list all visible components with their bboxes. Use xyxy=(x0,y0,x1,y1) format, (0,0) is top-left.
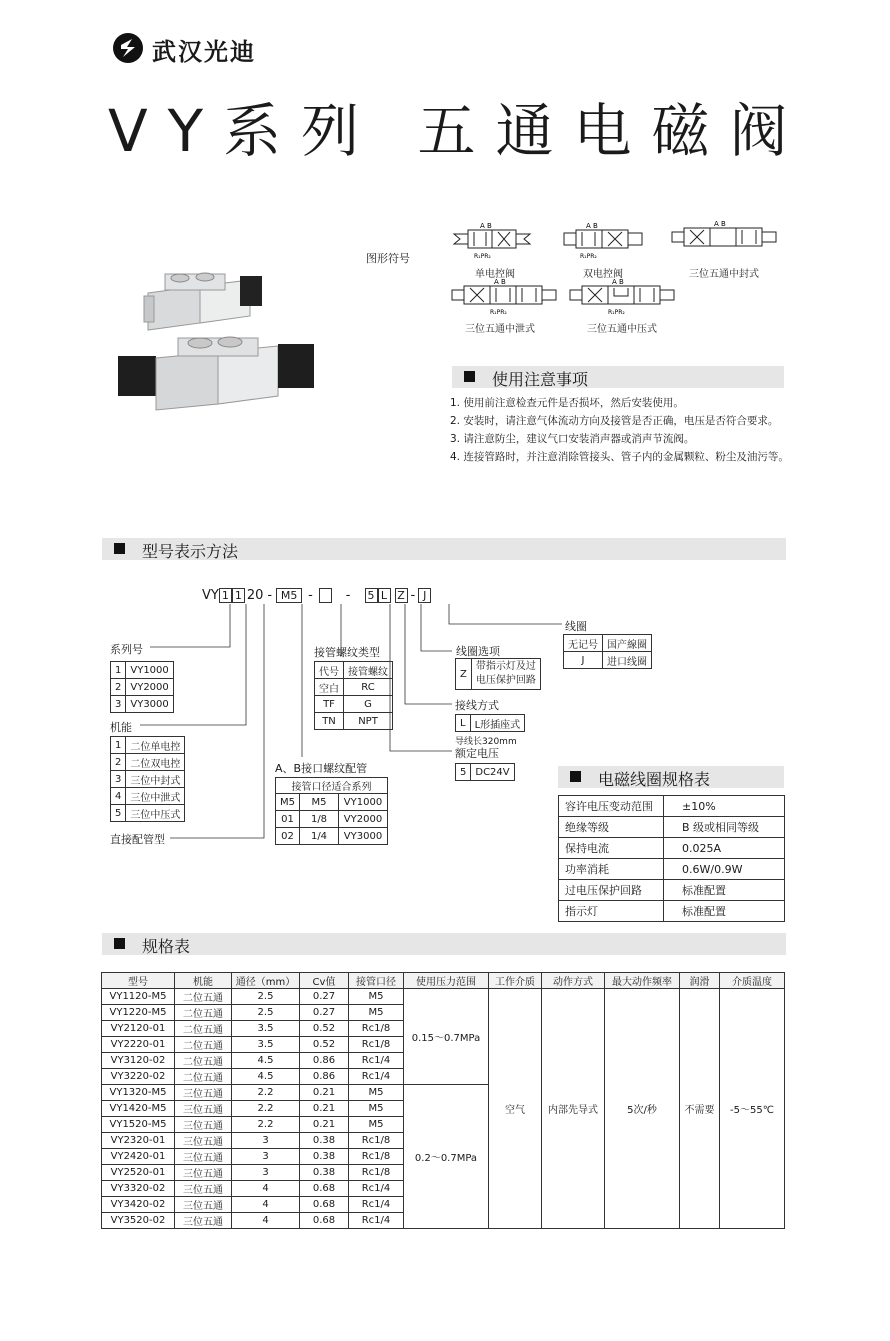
table-cell: 三位五通 xyxy=(175,1117,232,1133)
table-cell: 0.68 xyxy=(300,1197,349,1213)
svg-text:A B: A B xyxy=(480,222,492,230)
table-row: 5 三位中压式 xyxy=(111,805,185,822)
table-cell: 0.27 xyxy=(300,1005,349,1021)
table-cell: 三位五通 xyxy=(175,1133,232,1149)
table-cell: 0.86 xyxy=(300,1069,349,1085)
page-title: VY系列 五通电磁阀 xyxy=(108,97,808,165)
table-cell: 内部先导式 xyxy=(542,989,605,1229)
table-cell: 3 xyxy=(232,1133,300,1149)
table-row: 绝缘等级 B 级或相同等级 xyxy=(559,817,785,838)
table-cell: -5～55℃ xyxy=(720,989,785,1229)
table-row: 过电压保护回路 标准配置 xyxy=(559,880,785,901)
table-cell: Rc1/8 xyxy=(349,1021,404,1037)
code-box-voltage: 5 xyxy=(365,588,378,603)
code-mid: 20 xyxy=(246,588,264,603)
table-cell: Rc1/8 xyxy=(349,1165,404,1181)
table-row: J 进口线圈 xyxy=(564,652,652,669)
table-cell: 2.5 xyxy=(232,989,300,1005)
table-cell: VY2220-01 xyxy=(102,1037,175,1053)
table-cell: 三位五通 xyxy=(175,1181,232,1197)
table-cell: 三位五通 xyxy=(175,1213,232,1229)
table-cell: 三位五通 xyxy=(175,1197,232,1213)
table-cell: 0.21 xyxy=(300,1117,349,1133)
table-cell: VY2420-01 xyxy=(102,1149,175,1165)
valve-symbol-double-label: 双电控阀 xyxy=(583,269,623,280)
table-cell: 3.5 xyxy=(232,1037,300,1053)
table-cell: Rc1/4 xyxy=(349,1197,404,1213)
model-heading: 型号表示方法 xyxy=(142,542,239,561)
table-cell: Rc1/4 xyxy=(349,1213,404,1229)
table-cell: Rc1/4 xyxy=(349,1181,404,1197)
thread-label: 接管螺纹类型 xyxy=(314,646,380,659)
table-header-row: 型号 机能 通径（mm） Cv值 接管口径 使用压力范围 工作介质 动作方式 最大动作频率 润滑 介质温度 xyxy=(102,973,785,989)
table-cell: VY3420-02 xyxy=(102,1197,175,1213)
table-cell: 2.2 xyxy=(232,1085,300,1101)
symbols-heading: 图形符号 xyxy=(366,252,410,265)
function-table xyxy=(110,736,185,822)
table-cell: 三位五通 xyxy=(175,1101,232,1117)
table-cell: Rc1/4 xyxy=(349,1053,404,1069)
voltage-table xyxy=(455,763,515,781)
table-row: TF G xyxy=(315,696,393,713)
function-label: 机能 xyxy=(110,721,132,734)
coil-type-table xyxy=(563,634,652,669)
ab-port-label: A、B接口螺纹配管 xyxy=(275,762,368,775)
table-cell: 二位五通 xyxy=(175,1053,232,1069)
note-item: 3. 请注意防尘，建议气口安装消声器或消声节流阀。 xyxy=(450,433,695,445)
table-row: 2 二位双电控 xyxy=(111,754,185,771)
code-box-coil: J xyxy=(418,588,431,603)
table-row: 容许电压变动范围 ±10% xyxy=(559,796,785,817)
svg-text:R₁PR₂: R₁PR₂ xyxy=(490,309,507,316)
thread-table xyxy=(314,661,393,730)
table-cell: 4 xyxy=(232,1197,300,1213)
table-cell: 不需要 xyxy=(680,989,720,1229)
table-cell: 0.27 xyxy=(300,989,349,1005)
table-cell: Rc1/8 xyxy=(349,1149,404,1165)
notes-heading: 使用注意事项 xyxy=(492,370,589,389)
table-cell: 0.52 xyxy=(300,1037,349,1053)
coil-option-label: 线圈选项 xyxy=(456,645,500,658)
table-row: 功率消耗 0.6W/0.9W xyxy=(559,859,785,880)
table-row: M5 M5 VY1000 xyxy=(276,794,388,811)
table-cell: 3 xyxy=(232,1165,300,1181)
wiring-table xyxy=(455,714,525,732)
table-cell: 二位五通 xyxy=(175,989,232,1005)
voltage-label: 额定电压 xyxy=(455,747,499,760)
coil-spec-table xyxy=(558,795,785,922)
table-row: 代号 接管螺纹 xyxy=(315,662,393,679)
table-cell: VY3520-02 xyxy=(102,1213,175,1229)
ab-port-table xyxy=(275,777,388,845)
table-cell: 2.5 xyxy=(232,1005,300,1021)
table-cell: 4.5 xyxy=(232,1069,300,1085)
table-cell: Rc1/8 xyxy=(349,1037,404,1053)
table-cell: 0.21 xyxy=(300,1101,349,1117)
table-cell: 0.15～0.7MPa xyxy=(404,989,489,1085)
table-cell: VY1220-M5 xyxy=(102,1005,175,1021)
square-bullet-icon xyxy=(570,771,581,782)
brand-name: 武汉光迪 xyxy=(152,38,256,66)
table-row: 5 DC24V xyxy=(456,764,515,781)
table-cell: M5 xyxy=(349,1005,404,1021)
coil-label: 线圈 xyxy=(565,620,587,633)
table-cell: 0.38 xyxy=(300,1165,349,1181)
valve-symbol-closed-center-label: 三位五通中封式 xyxy=(689,269,759,280)
svg-text:A B: A B xyxy=(494,278,506,286)
table-cell: VY1120-M5 xyxy=(102,989,175,1005)
table-cell: VY1320-M5 xyxy=(102,1085,175,1101)
series-label: 系列号 xyxy=(110,643,143,656)
spec-table xyxy=(101,972,785,1229)
table-row: 1 VY1000 xyxy=(111,662,174,679)
table-cell: 4 xyxy=(232,1181,300,1197)
table-cell: VY1520-M5 xyxy=(102,1117,175,1133)
table-cell: M5 xyxy=(349,1085,404,1101)
table-row: 接管口径适合系列 xyxy=(276,778,388,794)
table-cell: 二位五通 xyxy=(175,1005,232,1021)
table-cell: 5次/秒 xyxy=(605,989,680,1229)
table-row: 3 三位中封式 xyxy=(111,771,185,788)
table-cell: VY3120-02 xyxy=(102,1053,175,1069)
table-cell: 3 xyxy=(232,1149,300,1165)
table-cell: Rc1/4 xyxy=(349,1069,404,1085)
table-cell: 0.52 xyxy=(300,1021,349,1037)
table-cell: 0.68 xyxy=(300,1181,349,1197)
code-box-wiring: L xyxy=(378,588,391,603)
table-cell: 空气 xyxy=(489,989,542,1229)
note-item: 4. 连接管路时，并注意消除管接头、管子内的金属颗粒、粉尘及油污等。 xyxy=(450,451,789,463)
table-cell: 三位五通 xyxy=(175,1085,232,1101)
table-row: 3 VY3000 xyxy=(111,696,174,713)
code-box-function: 1 xyxy=(232,588,245,603)
table-cell: 二位五通 xyxy=(175,1069,232,1085)
direct-pipe-label: 直接配管型 xyxy=(110,833,165,846)
table-cell: VY3320-02 xyxy=(102,1181,175,1197)
table-cell: VY2320-01 xyxy=(102,1133,175,1149)
table-row: Z 带指示灯及过 电压保护回路 xyxy=(456,659,541,690)
svg-text:R₁PR₂: R₁PR₂ xyxy=(580,253,597,260)
table-cell: 0.38 xyxy=(300,1149,349,1165)
series-table xyxy=(110,661,174,713)
spec-heading: 规格表 xyxy=(142,937,191,956)
valve-symbol-pressure-center-label: 三位五通中压式 xyxy=(587,324,657,335)
coil-spec-section-header xyxy=(558,766,784,788)
code-box-coil-option: Z xyxy=(395,588,408,603)
table-row: TN NPT xyxy=(315,713,393,730)
table-row: 01 1/8 VY2000 xyxy=(276,811,388,828)
table-cell: VY2120-01 xyxy=(102,1021,175,1037)
table-row: 4 三位中泄式 xyxy=(111,788,185,805)
wiring-label: 接线方式 xyxy=(455,699,499,712)
table-cell: VY2520-01 xyxy=(102,1165,175,1181)
table-row xyxy=(102,989,785,1005)
valve-symbol-exhaust-center-label: 三位五通中泄式 xyxy=(465,324,535,335)
wiring-note: 导线长320mm xyxy=(455,737,517,747)
table-cell: Rc1/8 xyxy=(349,1133,404,1149)
table-cell: 0.86 xyxy=(300,1053,349,1069)
table-cell: 三位五通 xyxy=(175,1149,232,1165)
table-cell: 2.2 xyxy=(232,1117,300,1133)
valve-symbol-single-label: 单电控阀 xyxy=(475,269,515,280)
model-code: VY 1 1 20 - M5 - - 5 L Z - J xyxy=(202,588,431,603)
table-cell: M5 xyxy=(349,989,404,1005)
table-cell: 2.2 xyxy=(232,1101,300,1117)
table-cell: 0.38 xyxy=(300,1133,349,1149)
table-cell: VY3220-02 xyxy=(102,1069,175,1085)
svg-text:A B: A B xyxy=(586,222,598,230)
table-row: 2 VY2000 xyxy=(111,679,174,696)
table-cell: 二位五通 xyxy=(175,1021,232,1037)
table-row: 空白 RC xyxy=(315,679,393,696)
code-box-port: M5 xyxy=(276,588,302,603)
table-cell: 二位五通 xyxy=(175,1037,232,1053)
table-row: 指示灯 标准配置 xyxy=(559,901,785,922)
table-cell: M5 xyxy=(349,1101,404,1117)
table-cell: 0.21 xyxy=(300,1085,349,1101)
note-item: 2. 安装时，请注意气体流动方向及接管是否正确，电压是否符合要求。 xyxy=(450,415,779,427)
svg-text:A B: A B xyxy=(612,278,624,286)
spec-section-header xyxy=(102,933,786,955)
coil-spec-heading: 电磁线圈规格表 xyxy=(598,770,711,789)
table-row: 无记号 国产線圈 xyxy=(564,635,652,652)
table-cell: VY1420-M5 xyxy=(102,1101,175,1117)
svg-text:R₁PR₂: R₁PR₂ xyxy=(608,309,625,316)
code-box-series: 1 xyxy=(219,588,232,603)
table-cell: 4 xyxy=(232,1213,300,1229)
table-row: 保持电流 0.025A xyxy=(559,838,785,859)
table-row: L L形插座式 xyxy=(456,715,525,732)
table-cell: 0.68 xyxy=(300,1213,349,1229)
table-cell: 3.5 xyxy=(232,1021,300,1037)
table-cell: 4.5 xyxy=(232,1053,300,1069)
table-cell: M5 xyxy=(349,1117,404,1133)
table-cell: 0.2～0.7MPa xyxy=(404,1085,489,1229)
svg-text:A B: A B xyxy=(714,220,726,228)
svg-text:R₁PR₂: R₁PR₂ xyxy=(474,253,491,260)
coil-option-table xyxy=(455,658,541,690)
note-item: 1. 使用前注意检查元件是否损坏，然后安装使用。 xyxy=(450,397,684,409)
square-bullet-icon xyxy=(114,938,125,949)
table-cell: 三位五通 xyxy=(175,1165,232,1181)
table-row: 1 二位单电控 xyxy=(111,737,185,754)
table-row: 02 1/4 VY3000 xyxy=(276,828,388,845)
code-prefix: VY xyxy=(202,588,219,603)
